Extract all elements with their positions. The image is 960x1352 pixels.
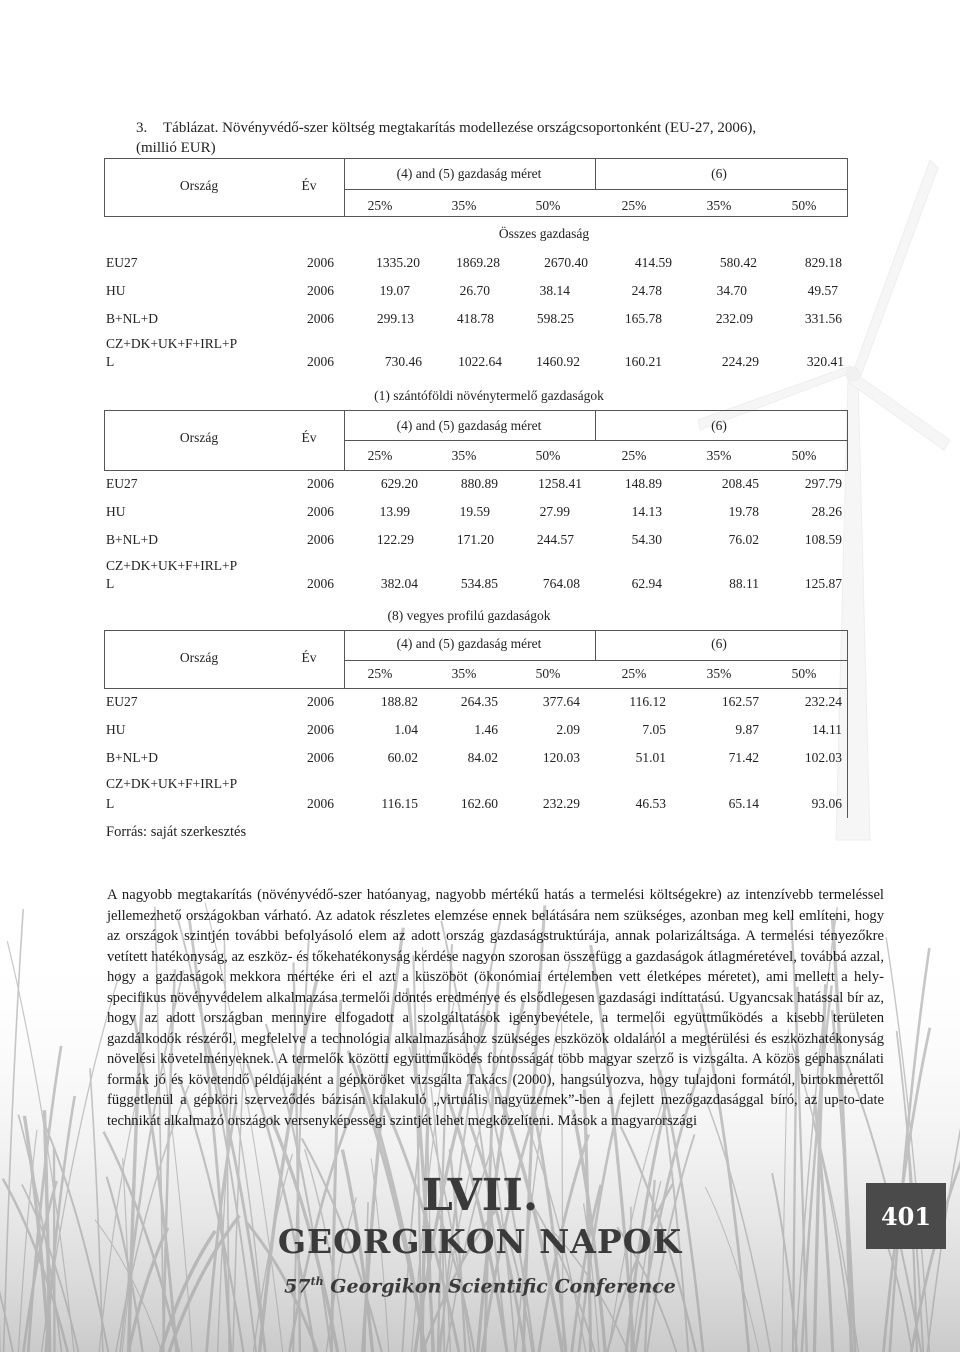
conference-edition: LVII.	[421, 1170, 539, 1221]
caption-line-1: Táblázat. Növényvédő-szer költség megtakarítás modellezése országcsoportonként (EU-27, 2006),	[163, 120, 757, 136]
row-value: 19.07	[379, 283, 410, 298]
row-value: 629.20	[380, 476, 418, 491]
row-value: 125.87	[804, 576, 842, 591]
row-country-cont: L	[106, 354, 115, 369]
row-value: 71.42	[728, 750, 759, 765]
header-pct: 50%	[791, 666, 817, 681]
row-value: 62.94	[631, 576, 662, 591]
row-value: 2.09	[556, 722, 580, 737]
row-country: HU	[106, 283, 126, 298]
row-value: 108.59	[804, 532, 842, 547]
header-pct: 50%	[535, 448, 561, 463]
header-pct: 50%	[535, 666, 561, 681]
header-pct: 35%	[706, 198, 732, 213]
row-value: 1460.92	[536, 354, 580, 369]
row-value: 829.18	[804, 255, 842, 270]
header-pct: 25%	[367, 198, 393, 213]
row-value: 299.13	[376, 311, 414, 326]
row-country: HU	[106, 722, 126, 737]
row-country: EU27	[106, 476, 138, 491]
row-value: 764.08	[542, 576, 580, 591]
row-value: 116.12	[629, 694, 666, 709]
row-year: 2006	[307, 694, 334, 709]
header-pct: 25%	[621, 666, 647, 681]
row-value: 27.99	[539, 504, 570, 519]
row-value: 1.04	[394, 722, 418, 737]
row-value: 580.42	[719, 255, 757, 270]
header-pct: 25%	[367, 666, 393, 681]
row-value: 14.13	[631, 504, 662, 519]
conference-name: GEORGIKON NAPOK	[277, 1222, 683, 1261]
row-value: 382.04	[380, 576, 418, 591]
row-value: 331.56	[804, 311, 842, 326]
row-year: 2006	[307, 576, 334, 591]
body-paragraph: A nagyobb megtakarítás (növényvédő-szer hatóanyag, nagyobb mértékű hatás a termelési költségekre) az intenzívebb termeléssel jellemezhető országokban várható. Az adatok részletes elemzése ennek belátására nem szükséges, azonban meg kell említeni, hogy az országok szintjén további befolyásoló elem az adott ország gazdaságstruktúrája, annak polarizáltsága. A termelési tényezőkre vetített hatékonyság, az eszköz- és tőkehatékonyság kérdése nagyon szorosan összefügg a gazdaságok átlagméretével, továbbá azzal, hogy a gazdaságok mekkora mértéke éri el azt a küszöböt (ökonómiai értelemben vett életképes méretet), ami mellett a hely-specifikus növényvédelem alkalmazása termelői döntés eredménye és elsődlegesen gazdasági indíttatású. Ugyancsak hatással bír az, hogy az adott országban mennyire elfogadott a szolgáltatások igénybevétele, a termelői együttműködés a kisebb területen gazdálkodók részéről, megfelelve a technológia alkalmazásához szükséges eszközök oldaláról a megtérülési és eszközhatékonyság növelési követelményeknek. A termelők közötti együttműködés fontosságát több magyar szerző is vizsgálta. A közös géphasználati formák jó és követendő példájaként a gépköröket vizsgálta Takács (2000), hangsúlyozva, hogy tulajdoni formától, birtokmérettől függetlenül a gépköri szerveződés bázisán kialakuló „virtuális nagyüzemek”-ben a fejlett mezőgazdasággal bíró, az up-to-date technikát alkalmazó országok versenyképességi szintjét lehet megközelíteni. Mások a magyarországi	[107, 887, 884, 1129]
row-country-cont: L	[106, 796, 115, 811]
row-country: CZ+DK+UK+F+IRL+P	[106, 776, 238, 791]
row-year: 2006	[307, 750, 334, 765]
row-year: 2006	[307, 476, 334, 491]
row-value: 60.02	[387, 750, 418, 765]
row-year: 2006	[307, 311, 334, 326]
row-value: 414.59	[634, 255, 672, 270]
group-label: Összes gazdaság	[498, 226, 590, 241]
table-total-farms	[104, 158, 848, 384]
row-country: CZ+DK+UK+F+IRL+P	[106, 336, 238, 351]
row-value: 19.59	[459, 504, 490, 519]
row-value: 165.78	[624, 311, 662, 326]
row-value: 377.64	[542, 694, 580, 709]
row-value: 224.29	[721, 354, 759, 369]
row-year: 2006	[307, 283, 334, 298]
header-size-group: (4) and (5) gazdaság méret	[396, 418, 542, 433]
table-arable-farms	[104, 384, 848, 604]
header-size-group: (4) and (5) gazdaság méret	[396, 636, 542, 651]
row-year: 2006	[307, 722, 334, 737]
row-value: 93.06	[811, 796, 842, 811]
row-value: 730.46	[384, 354, 422, 369]
table-mixed-farms	[104, 604, 848, 820]
row-value: 1335.20	[376, 255, 420, 270]
row-value: 34.70	[716, 283, 747, 298]
header-pct: 25%	[367, 448, 393, 463]
header-country: Ország	[179, 178, 219, 193]
subtitle-rest: Georgikon Scientific Conference	[323, 1275, 676, 1298]
row-value: 418.78	[456, 311, 494, 326]
row-year: 2006	[307, 354, 334, 369]
header-year: Év	[301, 650, 317, 665]
row-year: 2006	[307, 255, 334, 270]
conference-subtitle	[0, 1275, 960, 1297]
row-value: 264.35	[460, 694, 498, 709]
row-value: 244.57	[536, 532, 574, 547]
header-group-6: (6)	[711, 636, 727, 651]
row-value: 534.85	[460, 576, 498, 591]
row-value: 160.21	[624, 354, 662, 369]
row-country: HU	[106, 504, 126, 519]
row-country-cont: L	[106, 576, 115, 591]
row-value: 26.70	[459, 283, 490, 298]
header-pct: 35%	[451, 666, 477, 681]
row-country: B+NL+D	[106, 750, 158, 765]
row-value: 880.89	[460, 476, 498, 491]
caption-number: 3.	[136, 120, 148, 136]
row-value: 51.01	[635, 750, 666, 765]
row-value: 1869.28	[456, 255, 500, 270]
row-value: 46.53	[635, 796, 666, 811]
row-value: 2670.40	[544, 255, 588, 270]
header-year: Év	[301, 178, 317, 193]
row-country: B+NL+D	[106, 311, 158, 326]
row-value: 320.41	[806, 354, 844, 369]
header-year: Év	[301, 430, 317, 445]
row-value: 28.26	[811, 504, 842, 519]
row-country: EU27	[106, 694, 138, 709]
row-value: 1022.64	[458, 354, 502, 369]
row-value: 76.02	[728, 532, 759, 547]
row-year: 2006	[307, 532, 334, 547]
header-pct: 50%	[535, 198, 561, 213]
row-year: 2006	[307, 796, 334, 811]
row-value: 19.78	[728, 504, 759, 519]
page-number: 401	[866, 1183, 946, 1249]
row-value: 188.82	[380, 694, 418, 709]
header-pct: 35%	[706, 666, 732, 681]
row-value: 14.11	[812, 722, 842, 737]
row-value: 9.87	[735, 722, 759, 737]
header-pct: 35%	[451, 198, 477, 213]
subtitle-ordinal: th	[310, 1275, 324, 1288]
table-source: Forrás: saját szerkesztés	[106, 824, 247, 840]
row-value: 116.15	[381, 796, 418, 811]
row-value: 1258.41	[538, 476, 582, 491]
row-year: 2006	[307, 504, 334, 519]
row-value: 1.46	[474, 722, 498, 737]
caption-line-2: (millió EUR)	[136, 140, 216, 156]
row-value: 54.30	[631, 532, 662, 547]
row-value: 122.29	[376, 532, 414, 547]
row-value: 102.03	[804, 750, 842, 765]
row-value: 120.03	[542, 750, 580, 765]
group-label: (8) vegyes profilú gazdaságok	[387, 608, 551, 623]
header-country: Ország	[179, 430, 219, 445]
header-country: Ország	[179, 650, 219, 665]
row-value: 7.05	[642, 722, 666, 737]
row-value: 65.14	[728, 796, 759, 811]
header-pct: 35%	[451, 448, 477, 463]
row-value: 232.09	[715, 311, 753, 326]
header-pct: 50%	[791, 448, 817, 463]
header-pct: 35%	[706, 448, 732, 463]
header-group-6: (6)	[711, 418, 727, 433]
row-value: 162.60	[460, 796, 498, 811]
row-value: 24.78	[631, 283, 662, 298]
row-value: 13.99	[379, 504, 410, 519]
row-value: 162.57	[721, 694, 759, 709]
row-country: B+NL+D	[106, 532, 158, 547]
header-size-group: (4) and (5) gazdaság méret	[396, 166, 542, 181]
group-label: (1) szántóföldi növénytermelő gazdaságok	[374, 388, 604, 403]
header-pct: 25%	[621, 448, 647, 463]
header-group-6: (6)	[711, 166, 727, 181]
row-value: 171.20	[456, 532, 494, 547]
row-country: CZ+DK+UK+F+IRL+P	[106, 558, 238, 573]
row-country: EU27	[106, 255, 138, 270]
row-value: 232.29	[542, 796, 580, 811]
row-value: 88.11	[729, 576, 759, 591]
row-value: 232.24	[804, 694, 842, 709]
header-pct: 25%	[621, 198, 647, 213]
header-pct: 50%	[791, 198, 817, 213]
row-value: 148.89	[624, 476, 662, 491]
row-value: 84.02	[467, 750, 498, 765]
row-value: 49.57	[807, 283, 838, 298]
row-value: 208.45	[721, 476, 759, 491]
subtitle-number: 57	[284, 1275, 311, 1298]
row-value: 598.25	[536, 311, 574, 326]
row-value: 297.79	[804, 476, 842, 491]
row-value: 38.14	[539, 283, 570, 298]
